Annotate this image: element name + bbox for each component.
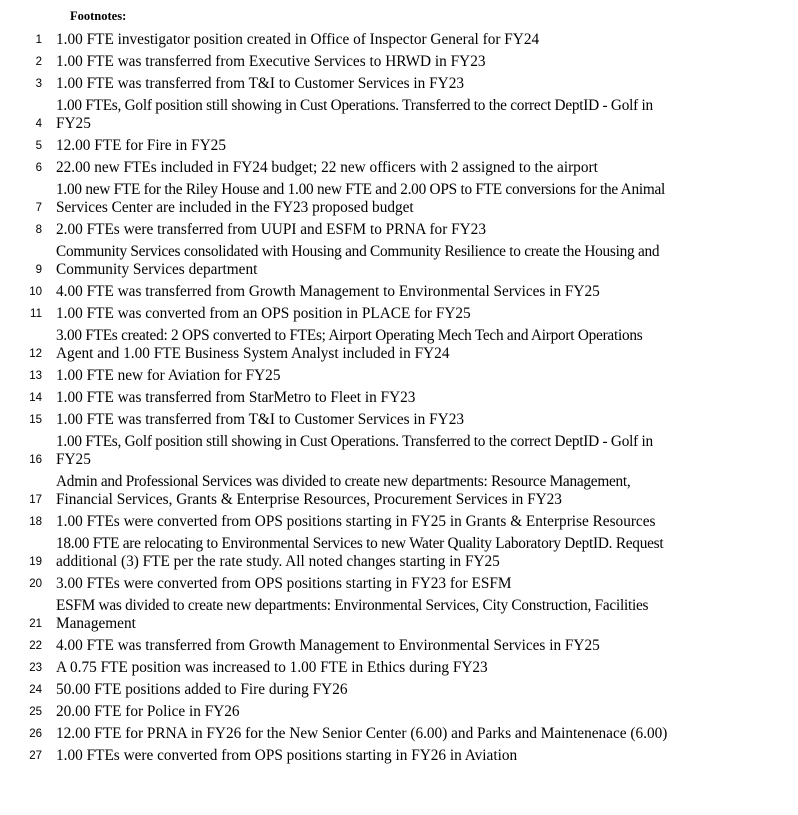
footnote-number: 15 bbox=[29, 414, 42, 426]
footnote-text-line: Community Services consolidated with Housing and Community Resilience to create the Housing and bbox=[56, 243, 660, 260]
footnote-number: 14 bbox=[29, 392, 42, 404]
footnote-text-line: 4.00 FTE was transferred from Growth Management to Environmental Services in FY25 bbox=[56, 283, 600, 300]
footnote-text bbox=[56, 283, 756, 301]
footnote-row bbox=[0, 473, 798, 509]
footnote-row bbox=[0, 411, 798, 429]
footnote-text-line: 1.00 FTE was transferred from T&I to Customer Services in FY23 bbox=[56, 411, 464, 428]
footnote-text-line: Management bbox=[56, 615, 136, 632]
footnote-number: 11 bbox=[30, 308, 42, 320]
footnote-text bbox=[56, 243, 756, 279]
footnote-row bbox=[0, 575, 798, 593]
footnote-number: 5 bbox=[35, 140, 42, 152]
footnote-number: 24 bbox=[29, 684, 42, 696]
footnote-text bbox=[56, 473, 756, 509]
footnote-text bbox=[56, 681, 756, 699]
footnote-text-line: A 0.75 FTE position was increased to 1.00 FTE in Ethics during FY23 bbox=[56, 659, 488, 676]
footnote-text-line: 2.00 FTEs were transferred from UUPI and ESFM to PRNA for FY23 bbox=[56, 221, 486, 238]
footnote-text bbox=[56, 53, 756, 71]
footnote-text-line: 1.00 new FTE for the Riley House and 1.00 new FTE and 2.00 OPS to FTE conversions for the Animal bbox=[56, 181, 666, 198]
footnote-row bbox=[0, 535, 798, 571]
footnote-row bbox=[0, 181, 798, 217]
footnote-row bbox=[0, 159, 798, 177]
footnote-text bbox=[56, 747, 756, 765]
footnote-text-line: 1.00 FTE was transferred from Executive Services to HRWD in FY23 bbox=[56, 53, 486, 70]
footnote-number: 17 bbox=[29, 494, 42, 506]
footnote-text bbox=[56, 31, 756, 49]
footnote-number: 21 bbox=[29, 618, 42, 630]
footnote-number: 16 bbox=[29, 454, 42, 466]
footnote-number: 3 bbox=[35, 78, 42, 90]
footnote-row bbox=[0, 31, 798, 49]
footnote-number: 13 bbox=[29, 370, 42, 382]
footnote-number: 20 bbox=[29, 578, 42, 590]
footnote-number: 9 bbox=[35, 264, 42, 276]
footnote-text-line: 1.00 FTEs, Golf position still showing in Cust Operations. Transferred to the correct DeptID - Golf in bbox=[56, 97, 653, 114]
footnote-text bbox=[56, 367, 756, 385]
footnote-number: 10 bbox=[29, 286, 42, 298]
footnote-number: 22 bbox=[29, 640, 42, 652]
footnote-text-line: Services Center are included in the FY23 proposed budget bbox=[56, 199, 414, 216]
footnote-row bbox=[0, 305, 798, 323]
footnote-text bbox=[56, 389, 756, 407]
footnote-text-line: 4.00 FTE was transferred from Growth Management to Environmental Services in FY25 bbox=[56, 637, 600, 654]
footnote-row bbox=[0, 513, 798, 531]
footnote-text-line: 12.00 FTE for PRNA in FY26 for the New Senior Center (6.00) and Parks and Maintenenace (6.00) bbox=[56, 725, 668, 742]
footnote-row bbox=[0, 137, 798, 155]
footnote-row bbox=[0, 327, 798, 363]
footnote-text-line: 50.00 FTE positions added to Fire during FY26 bbox=[56, 681, 348, 698]
footnote-text bbox=[56, 411, 756, 429]
footnote-row bbox=[0, 747, 798, 765]
footnote-text-line: 18.00 FTE are relocating to Environmental Services to new Water Quality Laboratory DeptID. Request bbox=[56, 535, 664, 552]
footnote-number: 18 bbox=[29, 516, 42, 528]
footnote-number: 23 bbox=[29, 662, 42, 674]
footnote-text bbox=[56, 159, 756, 177]
footnote-text-line: 3.00 FTEs were converted from OPS positions starting in FY23 for ESFM bbox=[56, 575, 512, 592]
footnote-text bbox=[56, 703, 756, 721]
footnote-text-line: 1.00 FTE new for Aviation for FY25 bbox=[56, 367, 281, 384]
footnote-text-line: 1.00 FTE was converted from an OPS position in PLACE for FY25 bbox=[56, 305, 471, 322]
footnote-text bbox=[56, 97, 756, 133]
footnote-text-line: 12.00 FTE for Fire in FY25 bbox=[56, 137, 226, 154]
footnote-row bbox=[0, 725, 798, 743]
footnote-row bbox=[0, 283, 798, 301]
footnote-text-line: Admin and Professional Services was divided to create new departments: Resource Management, bbox=[56, 473, 631, 490]
footnote-text bbox=[56, 137, 756, 155]
footnote-text-line: Financial Services, Grants & Enterprise Resources, Procurement Services in FY23 bbox=[56, 491, 562, 508]
footnote-text bbox=[56, 535, 756, 571]
footnote-text-line: 1.00 FTE was transferred from T&I to Customer Services in FY23 bbox=[56, 75, 464, 92]
footnote-number: 27 bbox=[29, 750, 42, 762]
footnote-row bbox=[0, 367, 798, 385]
footnote-text-line: 1.00 FTEs were converted from OPS positions starting in FY26 in Aviation bbox=[56, 747, 518, 764]
footnote-row bbox=[0, 681, 798, 699]
footnote-row bbox=[0, 597, 798, 633]
footnote-text bbox=[56, 305, 756, 323]
footnote-number: 8 bbox=[35, 224, 42, 236]
footnote-text bbox=[56, 433, 756, 469]
footnote-text-line: 1.00 FTE investigator position created in Office of Inspector General for FY24 bbox=[56, 31, 540, 48]
footnote-text-line: 20.00 FTE for Police in FY26 bbox=[56, 703, 240, 720]
footnote-text bbox=[56, 513, 756, 531]
footnote-text-line: 1.00 FTEs were converted from OPS positions starting in FY25 in Grants & Enterprise Resources bbox=[56, 513, 656, 530]
footnote-row bbox=[0, 97, 798, 133]
footnote-text bbox=[56, 725, 756, 743]
footnote-text-line: 3.00 FTEs created: 2 OPS converted to FTEs; Airport Operating Mech Tech and Airport Operations bbox=[56, 327, 643, 344]
footnote-number: 12 bbox=[29, 348, 42, 360]
footnote-number: 25 bbox=[29, 706, 42, 718]
footnote-text-line: Agent and 1.00 FTE Business System Analyst included in FY24 bbox=[56, 345, 450, 362]
footnote-text bbox=[56, 659, 756, 677]
footnote-row bbox=[0, 243, 798, 279]
footnote-row bbox=[0, 75, 798, 93]
footnote-number: 26 bbox=[29, 728, 42, 740]
footnote-row bbox=[0, 637, 798, 655]
footnote-number: 1 bbox=[35, 34, 42, 46]
footnote-row bbox=[0, 389, 798, 407]
footnote-row bbox=[0, 433, 798, 469]
footnote-text bbox=[56, 597, 756, 633]
footnote-text bbox=[56, 221, 756, 239]
footnote-text bbox=[56, 327, 756, 363]
footnote-number: 4 bbox=[35, 118, 42, 130]
footnote-text bbox=[56, 575, 756, 593]
footnotes-list bbox=[0, 31, 798, 769]
footnote-text-line: 1.00 FTEs, Golf position still showing in Cust Operations. Transferred to the correct DeptID - Golf in bbox=[56, 433, 653, 450]
footnote-number: 6 bbox=[35, 162, 42, 174]
footnote-text bbox=[56, 181, 756, 217]
footnote-row bbox=[0, 659, 798, 677]
footnote-text-line: additional (3) FTE per the rate study. All noted changes starting in FY25 bbox=[56, 553, 500, 570]
footnote-text-line: Community Services department bbox=[56, 261, 258, 278]
footnote-text-line: FY25 bbox=[56, 451, 91, 468]
footnote-text bbox=[56, 75, 756, 93]
footnote-row bbox=[0, 53, 798, 71]
footnote-text bbox=[56, 637, 756, 655]
footnotes-title: Footnotes: bbox=[70, 9, 127, 23]
footnote-text-line: 22.00 new FTEs included in FY24 budget; 22 new officers with 2 assigned to the airport bbox=[56, 159, 598, 176]
footnote-number: 7 bbox=[35, 202, 42, 214]
footnote-row bbox=[0, 703, 798, 721]
footnote-row bbox=[0, 221, 798, 239]
footnote-text-line: 1.00 FTE was transferred from StarMetro to Fleet in FY23 bbox=[56, 389, 416, 406]
footnote-text-line: ESFM was divided to create new departments: Environmental Services, City Construction, Facilities bbox=[56, 597, 649, 614]
footnote-number: 19 bbox=[29, 556, 42, 568]
footnote-number: 2 bbox=[35, 56, 42, 68]
footnote-text-line: FY25 bbox=[56, 115, 91, 132]
